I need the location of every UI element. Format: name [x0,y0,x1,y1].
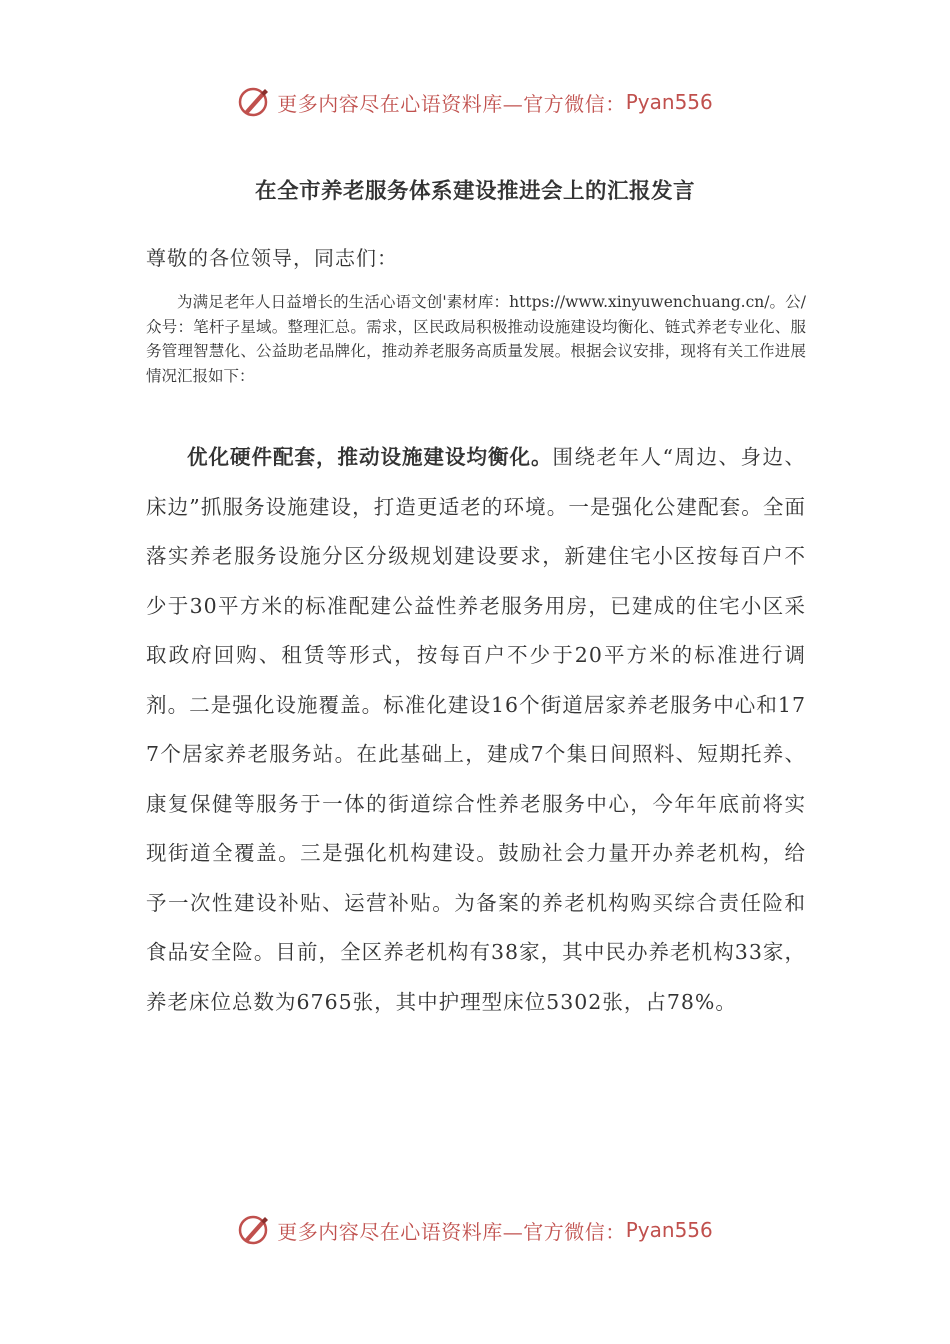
banner-wechat-id: Pyan556 [625,90,713,114]
intro-paragraph: 为满足老年人日益增长的生活心语文创'素材库：https://www.xinyuwenchuang.cn/。公/众号：笔杆子星域。整理汇总。需求，区民政局积极推动设施建设均衡化、链式养老专业化、服务管理智慧化、公益助老品牌化，推动养老服务高质量发展。根据会议安排，现将有关工作进展情况汇报如下： [146,293,806,385]
banner-text: 更多内容尽在心语资料库—官方微信： [277,91,626,116]
section-heading: 优化硬件配套，推动设施建设均衡化。 [187,445,553,469]
banner-text: 更多内容尽在心语资料库—官方微信： [277,1219,626,1244]
banner-wechat-id: Pyan556 [625,1218,713,1242]
section-paragraph [146,433,806,1027]
pen-circle-icon [237,85,271,119]
footer-banner [0,1210,950,1250]
section-body: 围绕老年人“周边、身边、床边”抓服务设施建设，打造更适老的环境。一是强化公建配套。全面落实养老服务设施分区分级规划建设要求，新建住宅小区按每百户不少于30平方米的标准配建公益性养老服务用房，已建成的住宅小区采取政府回购、租赁等形式，按每百户不少于20平方米的标准进行调剂。二是强化设施覆盖。标准化建设16个街道居家养老服务中心和177个居家养老服务站。在此基础上，建成7个集日间照料、短期托养、康复保健等服务于一体的街道综合性养老服务中心，今年年底前将实现街道全覆盖。三是强化机构建设。鼓励社会力量开办养老机构，给予一次性建设补贴、运营补贴。为备案的养老机构购买综合责任险和食品安全险。目前，全区养老机构有38家，其中民办养老机构33家，养老床位总数为6765张，其中护理型床位5302张，占78%。 [146,445,807,1014]
greeting: 尊敬的各位领导，同志们： [146,246,398,270]
document-title: 在全市养老服务体系建设推进会上的汇报发言 [254,179,695,204]
pen-circle-icon [237,1213,271,1247]
header-banner [0,82,950,122]
